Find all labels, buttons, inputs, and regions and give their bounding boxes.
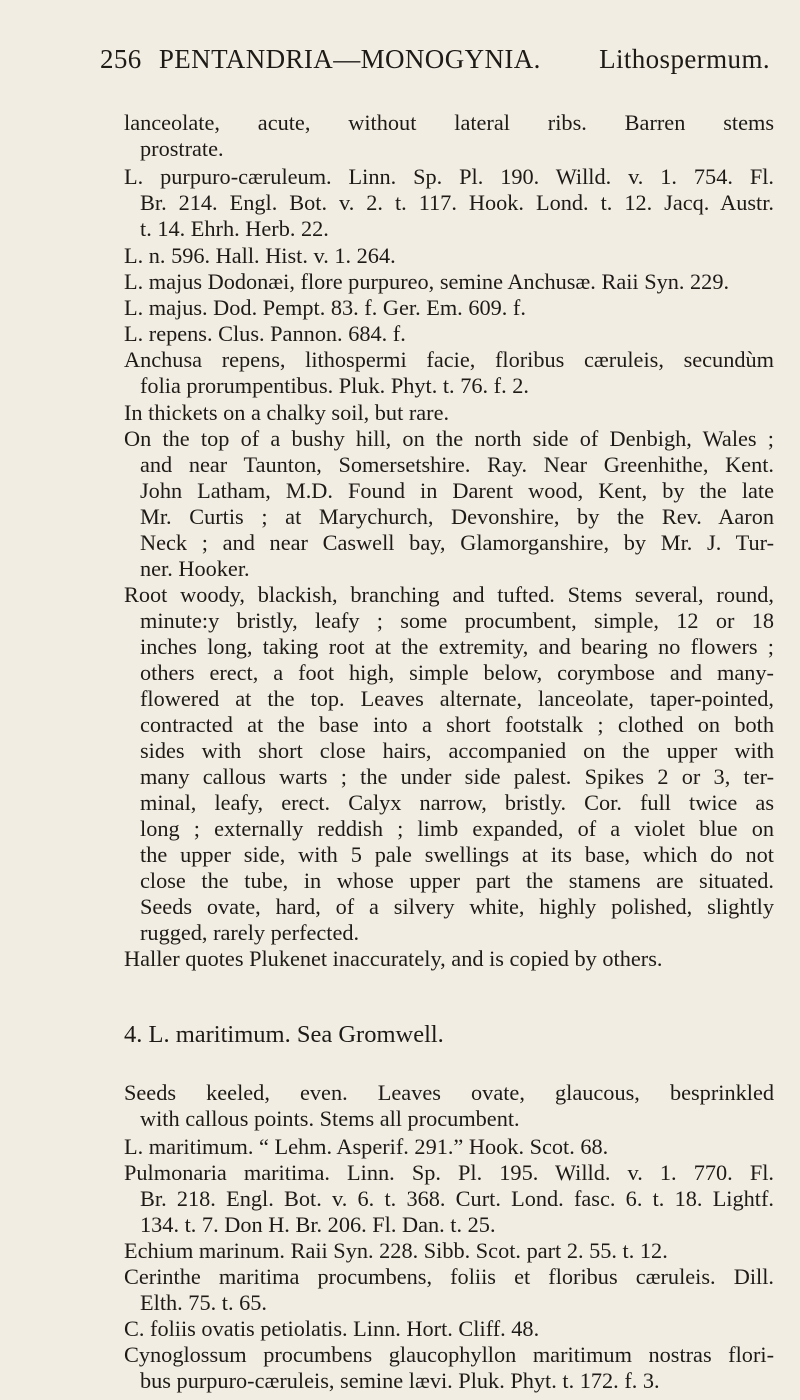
text-line: rugged, rarely perfected. (140, 920, 360, 945)
text-line: t. 14. Ehrh. Herb. 22. (140, 216, 329, 241)
text-line: Br. 214. Engl. Bot. v. 2. t. 117. Hook. Lond. t. 12. Jacq. Austr. (140, 190, 774, 215)
text-line: minal, leafy, erect. Calyx narrow, bristly. Cor. full twice as (140, 790, 774, 815)
text-line: minute:y bristly, leafy ; some procumbent, simple, 12 or 18 (140, 608, 774, 633)
text-line: long ; externally reddish ; limb expanded, of a violet blue on (140, 816, 774, 841)
text-line: Neck ; and near Caswell bay, Glamorganshire, by Mr. J. Tur- (140, 530, 774, 555)
text-line: Echium marinum. Raii Syn. 228. Sibb. Scot. part 2. 55. t. 12. (124, 1238, 668, 1263)
text-line: Cynoglossum procumbens glaucophyllon maritimum nostras flori- (124, 1342, 774, 1367)
text-line: ner. Hooker. (140, 556, 250, 581)
text-line: John Latham, M.D. Found in Darent wood, Kent, by the late (140, 478, 774, 503)
text-line: others erect, a foot high, simple below, corymbose and many- (140, 660, 774, 685)
text-line: In thickets on a chalky soil, but rare. (124, 400, 450, 425)
running-head: Lithospermum. (599, 44, 770, 74)
text-line: contracted at the base into a short footstalk ; clothed on both (140, 712, 774, 737)
text-line: Pulmonaria maritima. Linn. Sp. Pl. 195. Willd. v. 1. 770. Fl. (124, 1160, 774, 1185)
text-line: Root woody, blackish, branching and tufted. Stems several, round, (124, 582, 774, 607)
page-number: 256 (100, 44, 142, 74)
text-line: inches long, taking root at the extremity, and bearing no flowers ; (140, 634, 774, 659)
text-line: close the tube, in whose upper part the stamens are situated. (140, 868, 774, 893)
text-line: Cerinthe maritima procumbens, foliis et floribus cæruleis. Dill. (124, 1264, 774, 1289)
text-line: Mr. Curtis ; at Marychurch, Devonshire, by the Rev. Aaron (140, 504, 774, 529)
text-line: L. n. 596. Hall. Hist. v. 1. 264. (124, 243, 396, 268)
text-line: Seeds keeled, even. Leaves ovate, glaucous, besprinkled (124, 1080, 774, 1105)
text-line: 134. t. 7. Don H. Br. 206. Fl. Dan. t. 25. (140, 1212, 496, 1237)
text-line: On the top of a bushy hill, on the north side of Denbigh, Wales ; (124, 426, 774, 451)
text-line: the upper side, with 5 pale swellings at its base, which do not (140, 842, 774, 867)
text-line: C. foliis ovatis petiolatis. Linn. Hort. Cliff. 48. (124, 1316, 540, 1341)
text-line: L. majus. Dod. Pempt. 83. f. Ger. Em. 609. f. (124, 295, 526, 320)
text-line: Haller quotes Plukenet inaccurately, and is copied by others. (124, 946, 663, 971)
text-line: prostrate. (140, 136, 224, 161)
text-line: many callous warts ; the under side palest. Spikes 2 or 3, ter- (140, 764, 774, 789)
text-line: flowered at the top. Leaves alternate, lanceolate, taper-pointed, (140, 686, 774, 711)
text-line: Br. 218. Engl. Bot. v. 6. t. 368. Curt. Lond. fasc. 6. t. 18. Lightf. (140, 1186, 774, 1211)
text-line: sides with short close hairs, accompanied on the upper with (140, 738, 774, 763)
page-title: PENTANDRIA—MONOGYNIA. (158, 44, 541, 74)
species-heading: 4. L. maritimum. Sea Gromwell. (124, 1021, 444, 1048)
text-line: L. purpuro-cæruleum. Linn. Sp. Pl. 190. Willd. v. 1. 754. Fl. (124, 164, 774, 189)
text-line: folia prorumpentibus. Pluk. Phyt. t. 76. f. 2. (140, 373, 529, 398)
text-line: with callous points. Stems all procumbent. (140, 1106, 520, 1131)
page-header (100, 44, 770, 75)
text-line: Elth. 75. t. 65. (140, 1290, 267, 1315)
text-line: Anchusa repens, lithospermi facie, floribus cæruleis, secundùm (124, 347, 774, 372)
text-line: L. maritimum. “ Lehm. Asperif. 291.” Hook. Scot. 68. (124, 1134, 609, 1159)
text-line: bus purpuro-cæruleis, semine lævi. Pluk. Phyt. t. 172. f. 3. (140, 1368, 660, 1393)
text-line: lanceolate, acute, without lateral ribs. Barren stems (124, 110, 774, 135)
text-line: and near Taunton, Somersetshire. Ray. Near Greenhithe, Kent. (140, 452, 774, 477)
text-line: L. repens. Clus. Pannon. 684. f. (124, 321, 406, 346)
text-line: L. majus Dodonæi, flore purpureo, semine Anchusæ. Raii Syn. 229. (124, 269, 730, 294)
text-line: Seeds ovate, hard, of a silvery white, highly polished, slightly (140, 894, 774, 919)
